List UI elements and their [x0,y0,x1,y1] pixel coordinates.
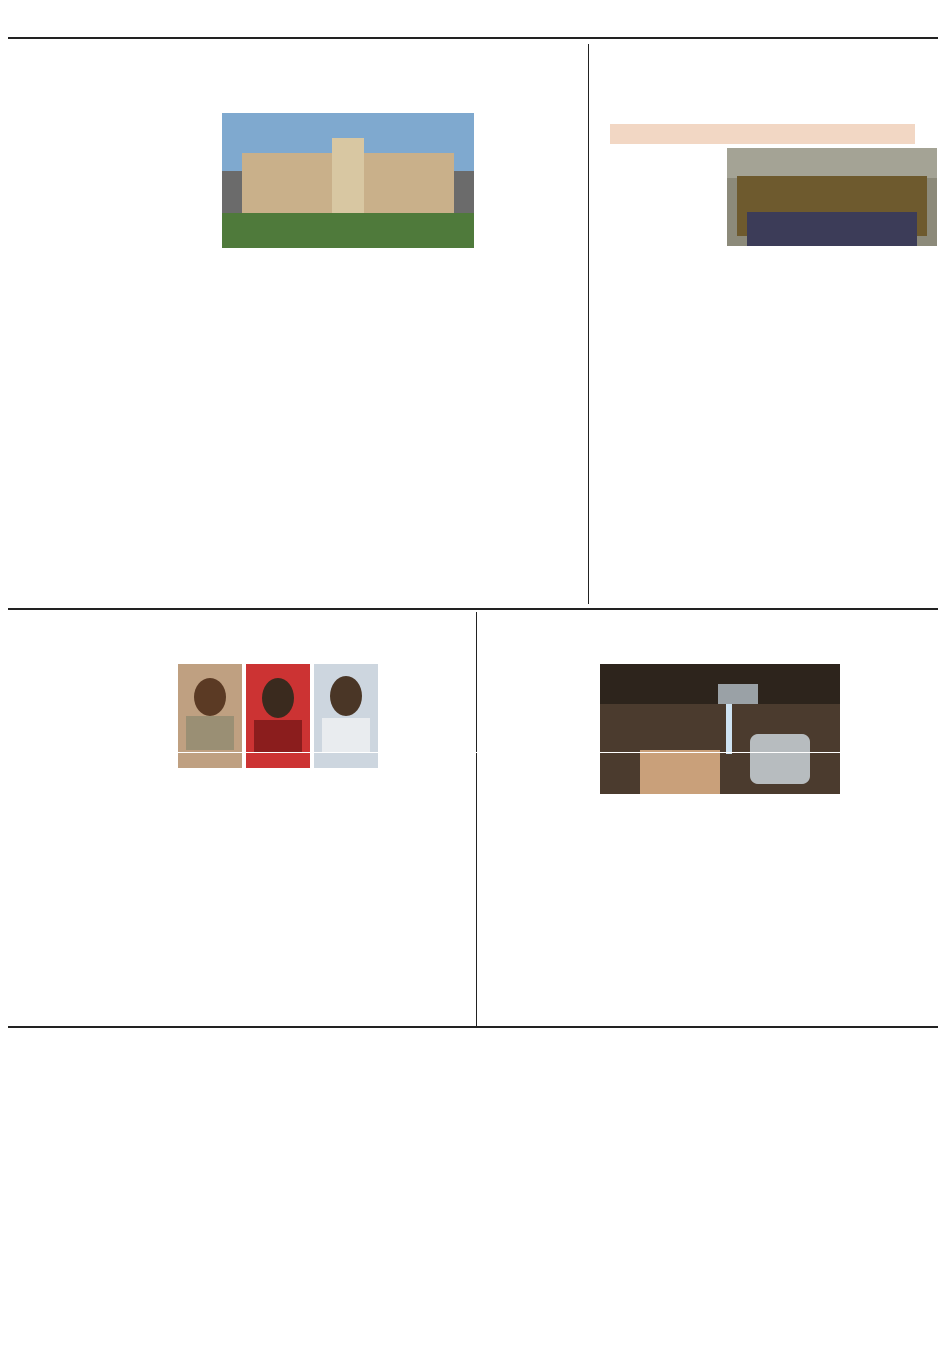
story4-photo [600,664,840,794]
story4-body-col3 [722,800,840,1020]
story4-body-col4 [846,664,938,1020]
story3-body-col0 [384,664,474,774]
story1-body-col2 [222,252,346,604]
section-divider [8,608,938,610]
story1-body-col3 [352,252,476,604]
section-divider [8,752,938,753]
story2-photo [727,148,937,246]
story4-body-col1 [482,688,594,1020]
section-divider [8,1026,938,1028]
page-header [0,0,945,38]
story1-body-col1 [26,142,216,602]
story3-body-col2 [178,776,318,1020]
story3-body-col1 [26,690,174,1020]
story2-body-col1 [592,176,720,604]
story2-body-col3 [834,250,937,604]
story2-body-col2 [727,250,827,604]
story2-subhead [610,124,915,144]
column-divider [476,612,477,1026]
story1-body-col4 [480,113,580,603]
column-divider [588,44,589,604]
story3-body-col3 [324,776,474,1020]
header-divider [8,37,938,39]
story1-photo [222,113,474,248]
story4-body-col2 [600,800,716,1020]
